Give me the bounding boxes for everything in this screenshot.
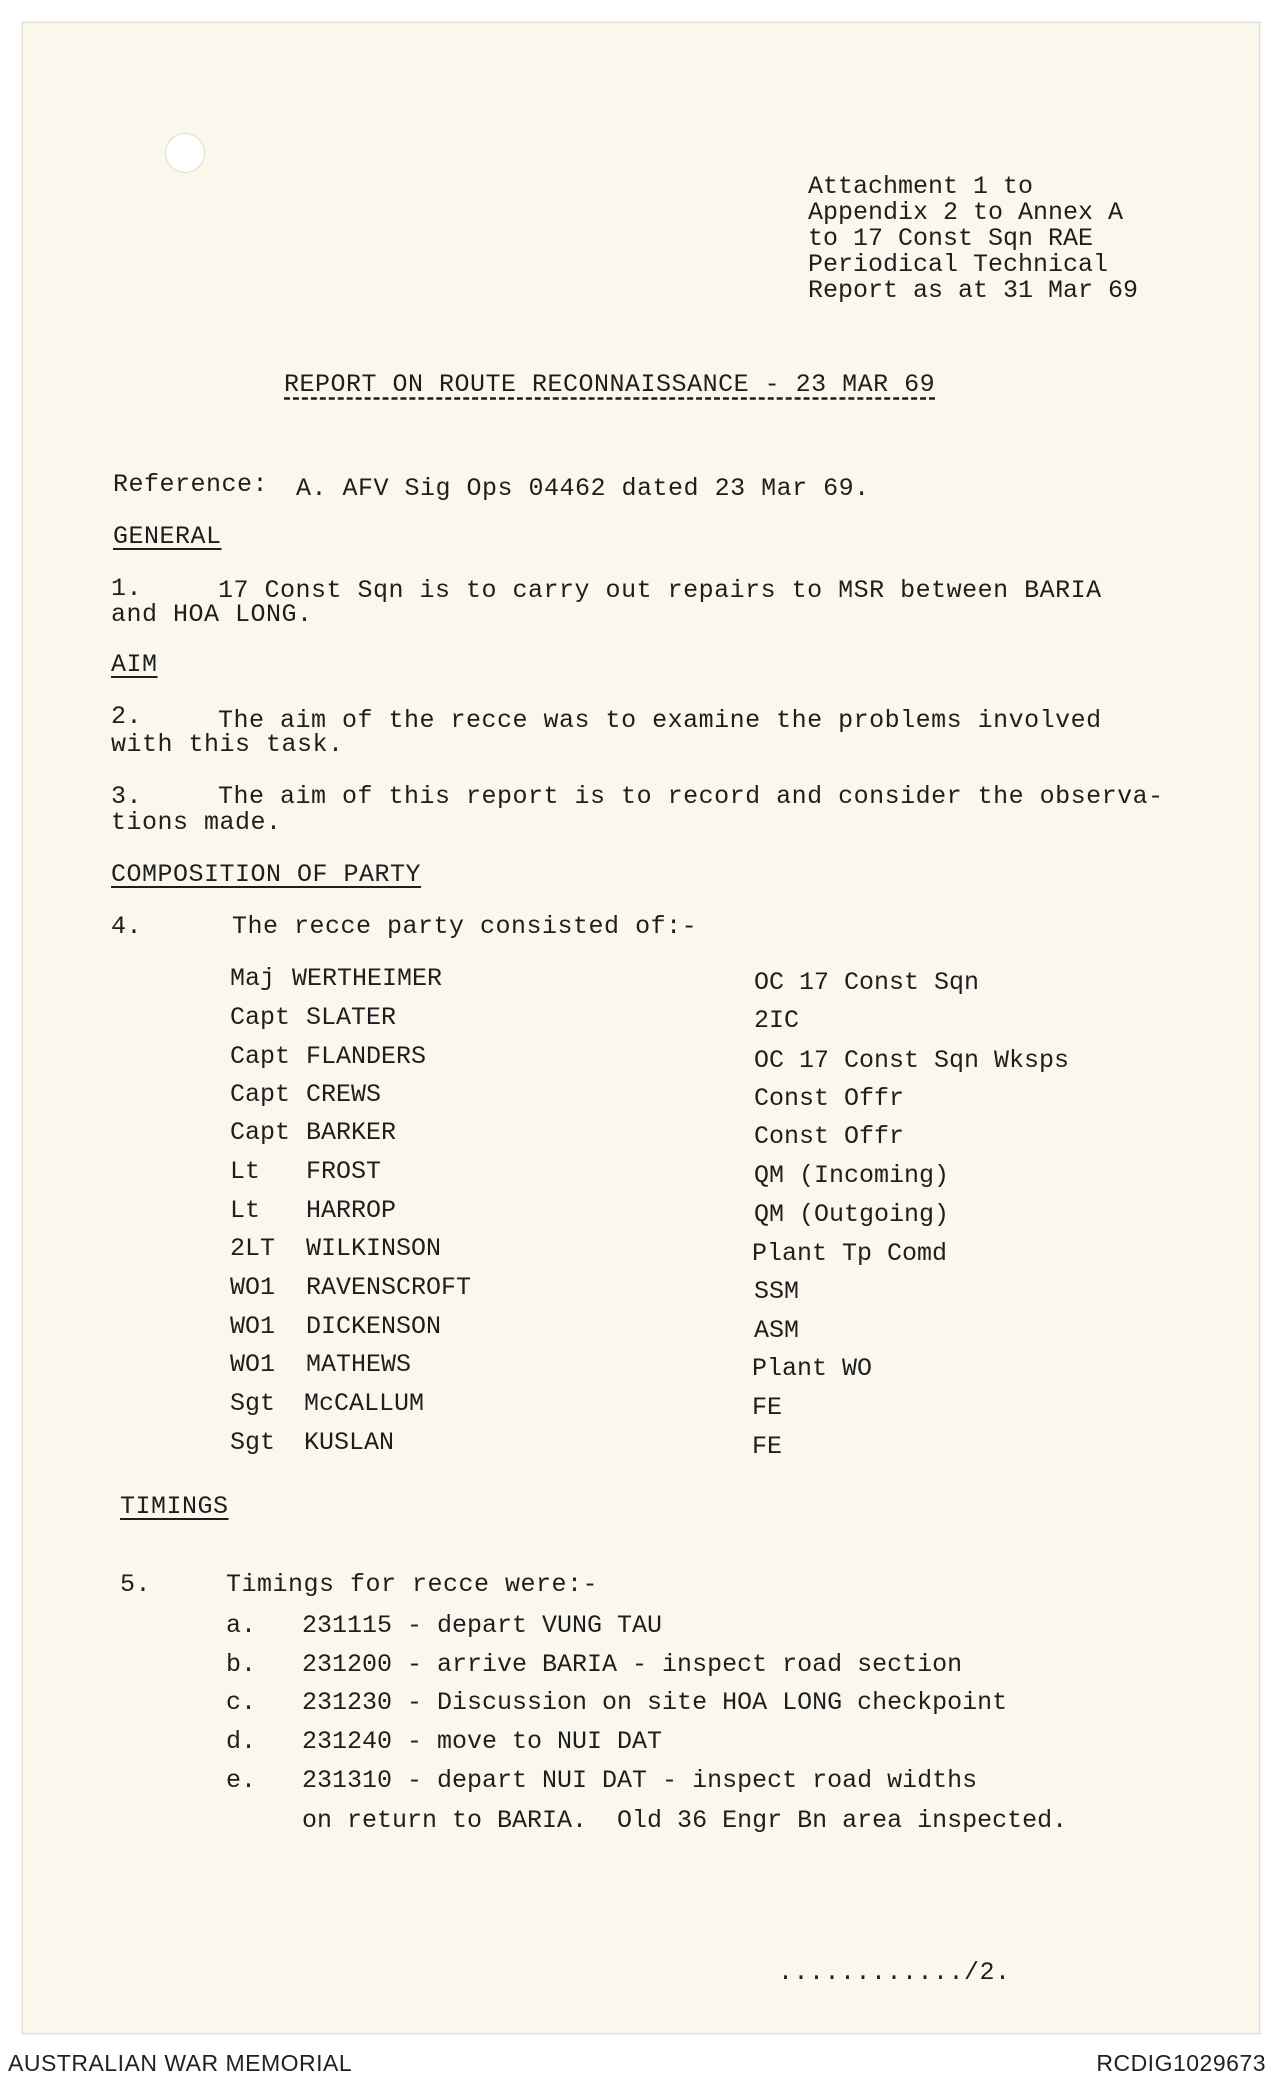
member-rank: WO1	[230, 1312, 276, 1341]
member-role: QM (Incoming)	[754, 1161, 950, 1190]
timing-text: 231240 - move to NUI DAT	[302, 1727, 663, 1756]
member-role: QM (Outgoing)	[754, 1200, 950, 1229]
attachment-line: Periodical Technical	[808, 250, 1109, 279]
section-heading-composition: COMPOSITION OF PARTY	[111, 860, 422, 889]
member-role: FE	[752, 1393, 783, 1422]
paragraph-1-line-2: and HOA LONG.	[111, 600, 313, 629]
attachment-line: Report as at 31 Mar 69	[808, 276, 1139, 305]
member-role: Plant WO	[752, 1354, 873, 1383]
member-name: BARKER	[306, 1118, 397, 1147]
reference-label: Reference:	[113, 470, 269, 499]
section-heading-aim: AIM	[111, 650, 158, 679]
archive-footer	[0, 2046, 1274, 2081]
paragraph-number: 5.	[120, 1570, 152, 1599]
attachment-line: Attachment 1 to	[808, 172, 1034, 201]
member-rank: Lt	[230, 1196, 261, 1225]
punch-hole	[165, 133, 205, 173]
timing-text: 231230 - Discussion on site HOA LONG checkpoint	[302, 1688, 1008, 1717]
paragraph-3-line-2: tions made.	[111, 808, 282, 837]
archive-name: AUSTRALIAN WAR MEMORIAL	[8, 2050, 353, 2076]
timing-letter: e.	[226, 1766, 257, 1795]
section-heading-timings: TIMINGS	[120, 1492, 229, 1521]
timing-letter: d.	[226, 1727, 257, 1756]
timing-text: 231115 - depart VUNG TAU	[302, 1611, 663, 1640]
member-role: 2IC	[754, 1006, 800, 1035]
member-name: SLATER	[306, 1003, 397, 1032]
member-name: HARROP	[306, 1196, 397, 1225]
member-rank: 2LT	[230, 1234, 276, 1263]
member-role: SSM	[754, 1277, 800, 1306]
timing-letter: a.	[226, 1611, 257, 1640]
member-role: OC 17 Const Sqn Wksps	[754, 1046, 1070, 1075]
member-name: RAVENSCROFT	[306, 1273, 472, 1302]
member-role: OC 17 Const Sqn	[754, 968, 980, 997]
member-rank: Sgt	[230, 1389, 276, 1418]
paragraph-2-line-1: The aim of the recce was to examine the problems involved	[218, 706, 1102, 735]
paragraph-5-intro: Timings for recce were:-	[226, 1570, 599, 1599]
archive-id: RCDIG1029673	[1096, 2050, 1266, 2076]
paragraph-1-line-1: 17 Const Sqn is to carry out repairs to MSR between BARIA	[218, 576, 1102, 605]
paragraph-number: 2.	[111, 702, 143, 731]
member-role: ASM	[754, 1316, 800, 1345]
paragraph-number: 3.	[111, 782, 143, 811]
member-name: FROST	[306, 1157, 382, 1186]
paragraph-3-line-1: The aim of this report is to record and consider the observa-	[218, 782, 1164, 811]
member-rank: Capt	[230, 1118, 291, 1147]
reference-text: A. AFV Sig Ops 04462 dated 23 Mar 69.	[296, 474, 870, 503]
member-name: WERTHEIMER	[292, 964, 443, 993]
timing-text-continuation: on return to BARIA. Old 36 Engr Bn area inspected.	[302, 1806, 1068, 1835]
member-name: DICKENSON	[306, 1312, 442, 1341]
attachment-note	[808, 174, 1138, 304]
paragraph-2-line-2: with this task.	[111, 730, 344, 759]
member-rank: WO1	[230, 1273, 276, 1302]
member-rank: Lt	[230, 1157, 261, 1186]
member-name: KUSLAN	[304, 1428, 395, 1457]
member-rank: WO1	[230, 1350, 276, 1379]
member-rank: Capt	[230, 1042, 291, 1071]
member-name: FLANDERS	[306, 1042, 427, 1071]
timing-letter: c.	[226, 1688, 257, 1717]
report-title: REPORT ON ROUTE RECONNAISSANCE - 23 MAR 69	[284, 370, 936, 399]
attachment-line: to 17 Const Sqn RAE	[808, 224, 1094, 253]
member-rank: Sgt	[230, 1428, 276, 1457]
member-rank: Capt	[230, 1080, 291, 1109]
member-name: MATHEWS	[306, 1350, 412, 1379]
timing-text: 231310 - depart NUI DAT - inspect road widths	[302, 1766, 978, 1795]
paragraph-4-intro: The recce party consisted of:-	[232, 912, 698, 941]
page-continuation: ............/2.	[778, 1958, 1011, 1987]
section-heading-general: GENERAL	[113, 522, 222, 551]
member-role: Plant Tp Comd	[752, 1239, 948, 1268]
paragraph-number: 1.	[111, 574, 143, 603]
member-role: FE	[752, 1432, 783, 1461]
paragraph-number: 4.	[111, 912, 143, 941]
member-rank: Capt	[230, 1003, 291, 1032]
member-name: WILKINSON	[306, 1234, 442, 1263]
member-role: Const Offr	[754, 1122, 905, 1151]
timing-text: 231200 - arrive BARIA - inspect road section	[302, 1650, 963, 1679]
member-name: McCALLUM	[304, 1389, 425, 1418]
attachment-line: Appendix 2 to Annex A	[808, 198, 1124, 227]
member-role: Const Offr	[754, 1084, 905, 1113]
member-name: CREWS	[306, 1080, 382, 1109]
timing-letter: b.	[226, 1650, 257, 1679]
member-rank: Maj	[230, 964, 276, 993]
